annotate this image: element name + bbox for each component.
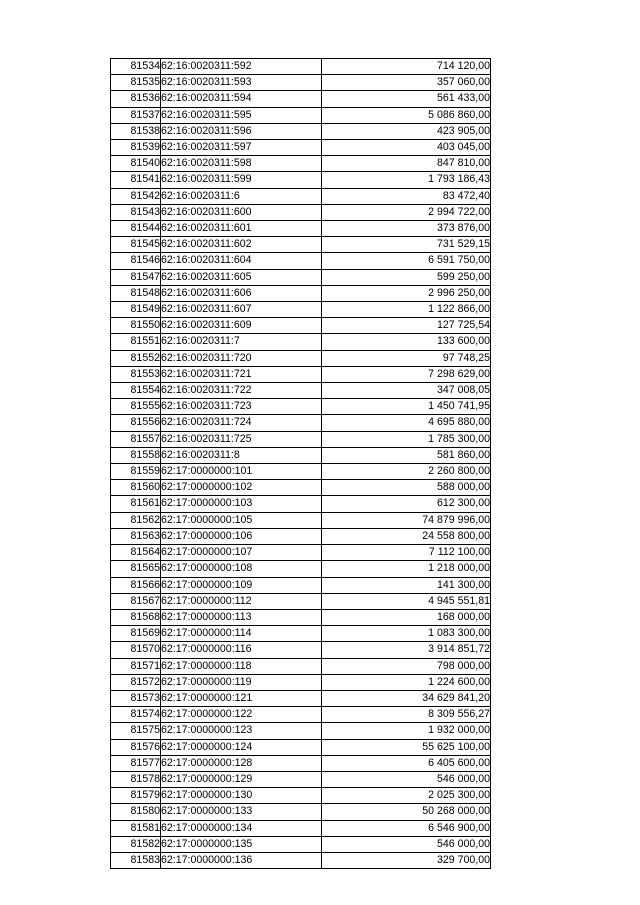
- cadastral-value-cell: 1 224 600,00: [322, 674, 491, 690]
- table-row: [111, 512, 491, 528]
- cadastral-value-cell: 6 405 600,00: [322, 755, 491, 771]
- cadastral-value-cell: 561 433,00: [322, 91, 491, 107]
- row-number-cell: 81544: [111, 221, 161, 237]
- table-row: [111, 626, 491, 642]
- cadastral-number-cell: 62:16:0020311:722: [161, 383, 322, 399]
- cadastral-value-cell: 7 298 629,00: [322, 366, 491, 382]
- row-number-cell: 81566: [111, 577, 161, 593]
- table-row: [111, 707, 491, 723]
- table-row: [111, 690, 491, 706]
- table-row: [111, 366, 491, 382]
- row-number-cell: 81572: [111, 674, 161, 690]
- table-row: [111, 674, 491, 690]
- table-row: [111, 59, 491, 75]
- cadastral-value-cell: 7 112 100,00: [322, 545, 491, 561]
- cadastral-number-cell: 62:17:0000000:105: [161, 512, 322, 528]
- row-number-cell: 81583: [111, 852, 161, 868]
- cadastral-value-cell: 1 122 866,00: [322, 302, 491, 318]
- row-number-cell: 81537: [111, 107, 161, 123]
- row-number-cell: 81555: [111, 399, 161, 415]
- table-row: [111, 658, 491, 674]
- row-number-cell: 81574: [111, 707, 161, 723]
- table-row: [111, 140, 491, 156]
- cadastral-value-cell: 141 300,00: [322, 577, 491, 593]
- table-row: [111, 107, 491, 123]
- cadastral-value-cell: 4 695 880,00: [322, 415, 491, 431]
- table-row: [111, 561, 491, 577]
- row-number-cell: 81536: [111, 91, 161, 107]
- cadastral-number-cell: 62:16:0020311:592: [161, 59, 322, 75]
- cadastral-number-cell: 62:16:0020311:596: [161, 123, 322, 139]
- table-row: [111, 302, 491, 318]
- table-row: [111, 172, 491, 188]
- table-row: [111, 852, 491, 868]
- table-row: [111, 723, 491, 739]
- row-number-cell: 81543: [111, 204, 161, 220]
- cadastral-number-cell: 62:17:0000000:130: [161, 788, 322, 804]
- row-number-cell: 81534: [111, 59, 161, 75]
- table-row: [111, 204, 491, 220]
- row-number-cell: 81565: [111, 561, 161, 577]
- table-row: [111, 577, 491, 593]
- cadastral-value-cell: 546 000,00: [322, 836, 491, 852]
- cadastral-number-cell: 62:17:0000000:107: [161, 545, 322, 561]
- row-number-cell: 81576: [111, 739, 161, 755]
- table-row: [111, 188, 491, 204]
- cadastral-value-cell: 612 300,00: [322, 496, 491, 512]
- cadastral-value-cell: 599 250,00: [322, 269, 491, 285]
- cadastral-value-cell: 588 000,00: [322, 480, 491, 496]
- cadastral-number-cell: 62:16:0020311:599: [161, 172, 322, 188]
- cadastral-value-cell: 2 994 722,00: [322, 204, 491, 220]
- table-row: [111, 771, 491, 787]
- cadastral-number-cell: 62:17:0000000:102: [161, 480, 322, 496]
- cadastral-value-cell: 1 932 000,00: [322, 723, 491, 739]
- cadastral-value-cell: 6 546 900,00: [322, 820, 491, 836]
- row-number-cell: 81551: [111, 334, 161, 350]
- table-row: [111, 804, 491, 820]
- cadastral-number-cell: 62:16:0020311:609: [161, 318, 322, 334]
- cadastral-value-cell: 1 785 300,00: [322, 431, 491, 447]
- table-row: [111, 221, 491, 237]
- row-number-cell: 81552: [111, 350, 161, 366]
- row-number-cell: 81548: [111, 285, 161, 301]
- cadastral-value-cell: 34 629 841,20: [322, 690, 491, 706]
- cadastral-number-cell: 62:17:0000000:116: [161, 642, 322, 658]
- cadastral-number-cell: 62:17:0000000:119: [161, 674, 322, 690]
- cadastral-value-cell: 423 905,00: [322, 123, 491, 139]
- cadastral-value-cell: 2 025 300,00: [322, 788, 491, 804]
- cadastral-value-cell: 50 268 000,00: [322, 804, 491, 820]
- table-row: [111, 788, 491, 804]
- cadastral-value-cell: 6 591 750,00: [322, 253, 491, 269]
- cadastral-number-cell: 62:16:0020311:604: [161, 253, 322, 269]
- cadastral-number-cell: 62:17:0000000:123: [161, 723, 322, 739]
- cadastral-value-cell: 1 083 300,00: [322, 626, 491, 642]
- table-row: [111, 285, 491, 301]
- row-number-cell: 81579: [111, 788, 161, 804]
- cadastral-number-cell: 62:16:0020311:601: [161, 221, 322, 237]
- cadastral-number-cell: 62:17:0000000:109: [161, 577, 322, 593]
- cadastral-number-cell: 62:17:0000000:108: [161, 561, 322, 577]
- cadastral-number-cell: 62:16:0020311:606: [161, 285, 322, 301]
- table-row: [111, 415, 491, 431]
- row-number-cell: 81575: [111, 723, 161, 739]
- table-row: [111, 123, 491, 139]
- row-number-cell: 81560: [111, 480, 161, 496]
- table-row: [111, 593, 491, 609]
- row-number-cell: 81564: [111, 545, 161, 561]
- cadastral-number-cell: 62:17:0000000:135: [161, 836, 322, 852]
- table-row: [111, 755, 491, 771]
- cadastral-value-table: [110, 58, 491, 869]
- cadastral-value-cell: 581 860,00: [322, 447, 491, 463]
- cadastral-value-cell: 1 793 186,43: [322, 172, 491, 188]
- cadastral-value-cell: 2 996 250,00: [322, 285, 491, 301]
- table-row: [111, 253, 491, 269]
- cadastral-number-cell: 62:16:0020311:7: [161, 334, 322, 350]
- row-number-cell: 81550: [111, 318, 161, 334]
- cadastral-number-cell: 62:16:0020311:6: [161, 188, 322, 204]
- row-number-cell: 81541: [111, 172, 161, 188]
- row-number-cell: 81558: [111, 447, 161, 463]
- table-row: [111, 642, 491, 658]
- cadastral-value-cell: 127 725,54: [322, 318, 491, 334]
- cadastral-value-cell: 347 008,05: [322, 383, 491, 399]
- row-number-cell: 81547: [111, 269, 161, 285]
- table-row: [111, 528, 491, 544]
- cadastral-value-cell: 133 600,00: [322, 334, 491, 350]
- row-number-cell: 81540: [111, 156, 161, 172]
- row-number-cell: 81568: [111, 609, 161, 625]
- cadastral-value-cell: 4 945 551,81: [322, 593, 491, 609]
- cadastral-value-cell: 97 748,25: [322, 350, 491, 366]
- cadastral-value-cell: 168 000,00: [322, 609, 491, 625]
- row-number-cell: 81573: [111, 690, 161, 706]
- cadastral-number-cell: 62:17:0000000:114: [161, 626, 322, 642]
- cadastral-number-cell: 62:16:0020311:594: [161, 91, 322, 107]
- cadastral-number-cell: 62:16:0020311:720: [161, 350, 322, 366]
- cadastral-value-cell: 55 625 100,00: [322, 739, 491, 755]
- table-row: [111, 237, 491, 253]
- table-row: [111, 383, 491, 399]
- table-body: [111, 59, 491, 869]
- row-number-cell: 81571: [111, 658, 161, 674]
- row-number-cell: 81561: [111, 496, 161, 512]
- cadastral-number-cell: 62:17:0000000:133: [161, 804, 322, 820]
- cadastral-number-cell: 62:17:0000000:118: [161, 658, 322, 674]
- row-number-cell: 81538: [111, 123, 161, 139]
- table-row: [111, 820, 491, 836]
- cadastral-value-cell: 3 914 851,72: [322, 642, 491, 658]
- cadastral-value-cell: 24 558 800,00: [322, 528, 491, 544]
- row-number-cell: 81577: [111, 755, 161, 771]
- cadastral-number-cell: 62:16:0020311:8: [161, 447, 322, 463]
- row-number-cell: 81556: [111, 415, 161, 431]
- table-row: [111, 156, 491, 172]
- cadastral-value-cell: 83 472,40: [322, 188, 491, 204]
- row-number-cell: 81554: [111, 383, 161, 399]
- row-number-cell: 81570: [111, 642, 161, 658]
- table-row: [111, 350, 491, 366]
- cadastral-number-cell: 62:16:0020311:600: [161, 204, 322, 220]
- row-number-cell: 81567: [111, 593, 161, 609]
- cadastral-number-cell: 62:16:0020311:593: [161, 75, 322, 91]
- cadastral-number-cell: 62:17:0000000:129: [161, 771, 322, 787]
- cadastral-value-cell: 798 000,00: [322, 658, 491, 674]
- cadastral-number-cell: 62:16:0020311:725: [161, 431, 322, 447]
- cadastral-value-cell: 731 529,15: [322, 237, 491, 253]
- cadastral-value-cell: 847 810,00: [322, 156, 491, 172]
- table-row: [111, 447, 491, 463]
- cadastral-value-cell: 546 000,00: [322, 771, 491, 787]
- table-row: [111, 431, 491, 447]
- cadastral-number-cell: 62:17:0000000:134: [161, 820, 322, 836]
- cadastral-number-cell: 62:16:0020311:598: [161, 156, 322, 172]
- cadastral-value-cell: 329 700,00: [322, 852, 491, 868]
- row-number-cell: 81539: [111, 140, 161, 156]
- cadastral-number-cell: 62:16:0020311:597: [161, 140, 322, 156]
- cadastral-value-cell: 403 045,00: [322, 140, 491, 156]
- table-row: [111, 269, 491, 285]
- cadastral-value-cell: 5 086 860,00: [322, 107, 491, 123]
- row-number-cell: 81559: [111, 464, 161, 480]
- row-number-cell: 81549: [111, 302, 161, 318]
- cadastral-value-cell: 373 876,00: [322, 221, 491, 237]
- row-number-cell: 81562: [111, 512, 161, 528]
- cadastral-number-cell: 62:17:0000000:112: [161, 593, 322, 609]
- cadastral-number-cell: 62:16:0020311:602: [161, 237, 322, 253]
- row-number-cell: 81581: [111, 820, 161, 836]
- cadastral-number-cell: 62:17:0000000:101: [161, 464, 322, 480]
- row-number-cell: 81553: [111, 366, 161, 382]
- row-number-cell: 81546: [111, 253, 161, 269]
- row-number-cell: 81557: [111, 431, 161, 447]
- table-row: [111, 545, 491, 561]
- cadastral-value-cell: 8 309 556,27: [322, 707, 491, 723]
- row-number-cell: 81578: [111, 771, 161, 787]
- cadastral-number-cell: 62:17:0000000:122: [161, 707, 322, 723]
- row-number-cell: 81542: [111, 188, 161, 204]
- cadastral-number-cell: 62:16:0020311:723: [161, 399, 322, 415]
- table-row: [111, 75, 491, 91]
- cadastral-number-cell: 62:16:0020311:595: [161, 107, 322, 123]
- cadastral-value-cell: 714 120,00: [322, 59, 491, 75]
- cadastral-number-cell: 62:16:0020311:607: [161, 302, 322, 318]
- cadastral-number-cell: 62:17:0000000:113: [161, 609, 322, 625]
- row-number-cell: 81569: [111, 626, 161, 642]
- table-row: [111, 480, 491, 496]
- table-row: [111, 318, 491, 334]
- row-number-cell: 81535: [111, 75, 161, 91]
- cadastral-number-cell: 62:16:0020311:605: [161, 269, 322, 285]
- table-row: [111, 334, 491, 350]
- table-row: [111, 91, 491, 107]
- cadastral-value-cell: 1 218 000,00: [322, 561, 491, 577]
- cadastral-value-cell: 2 260 800,00: [322, 464, 491, 480]
- cadastral-number-cell: 62:16:0020311:721: [161, 366, 322, 382]
- table-row: [111, 496, 491, 512]
- table-row: [111, 399, 491, 415]
- cadastral-value-cell: 357 060,00: [322, 75, 491, 91]
- cadastral-value-cell: 1 450 741,95: [322, 399, 491, 415]
- cadastral-number-cell: 62:17:0000000:124: [161, 739, 322, 755]
- cadastral-number-cell: 62:17:0000000:121: [161, 690, 322, 706]
- table-row: [111, 739, 491, 755]
- cadastral-number-cell: 62:16:0020311:724: [161, 415, 322, 431]
- cadastral-number-cell: 62:17:0000000:128: [161, 755, 322, 771]
- cadastral-number-cell: 62:17:0000000:103: [161, 496, 322, 512]
- row-number-cell: 81582: [111, 836, 161, 852]
- table-row: [111, 836, 491, 852]
- cadastral-number-cell: 62:17:0000000:136: [161, 852, 322, 868]
- table-row: [111, 609, 491, 625]
- row-number-cell: 81563: [111, 528, 161, 544]
- row-number-cell: 81580: [111, 804, 161, 820]
- cadastral-number-cell: 62:17:0000000:106: [161, 528, 322, 544]
- table-row: [111, 464, 491, 480]
- cadastral-value-cell: 74 879 996,00: [322, 512, 491, 528]
- row-number-cell: 81545: [111, 237, 161, 253]
